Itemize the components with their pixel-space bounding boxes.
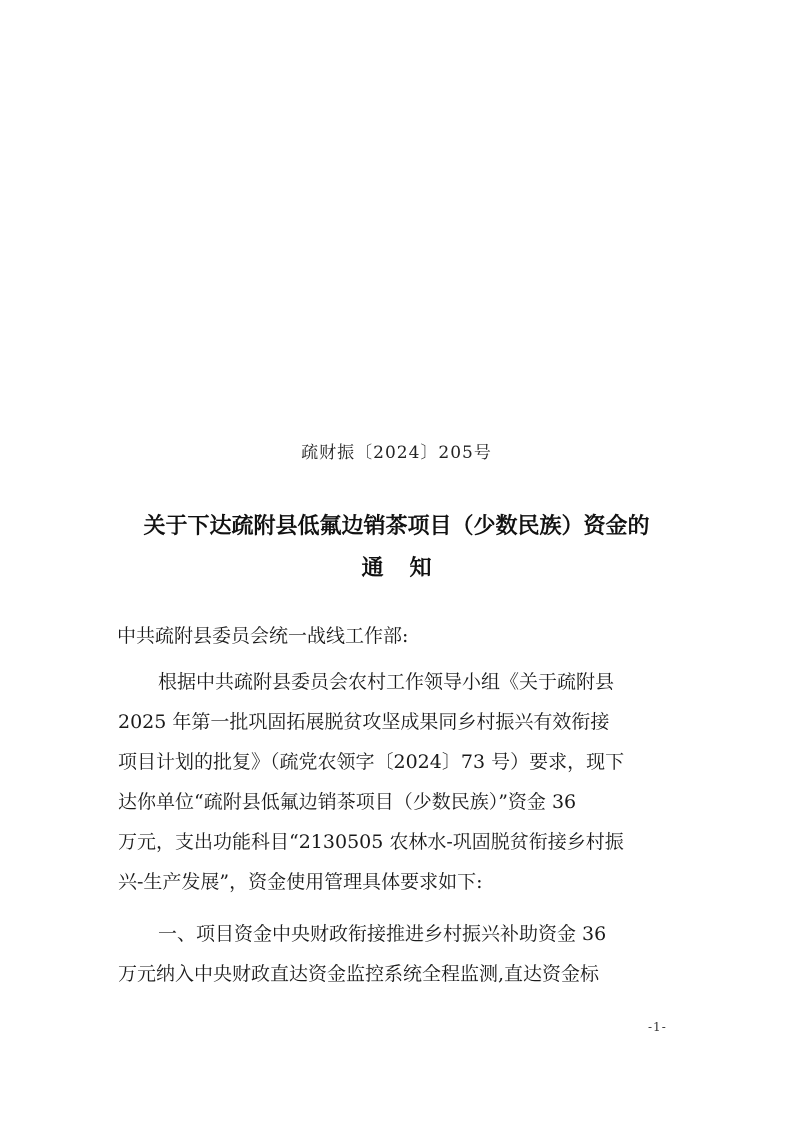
paragraph-2-line: 一、项目资金中央财政衔接推进乡村振兴补助资金 36 <box>158 923 607 945</box>
paragraph-1-line: 根据中共疏附县委员会农村工作领导小组《关于疏附县 <box>158 671 615 693</box>
page-number: -1- <box>648 1020 667 1034</box>
paragraph-1-line: 兴-生产发展”，资金使用管理具体要求如下: <box>118 871 483 893</box>
paragraph-1-line: 项目计划的批复》（疏党农领字〔2024〕73 号）要求，现下 <box>118 751 625 773</box>
salutation: 中共疏附县委员会统一战线工作部: <box>117 625 409 647</box>
paragraph-1-line: 达你单位“疏附县低氟边销茶项目（少数民族）”资金 36 <box>118 791 577 813</box>
paragraph-2-line: 万元纳入中央财政直达资金监控系统全程监测,直达资金标 <box>118 963 600 985</box>
doc-title-line-1: 关于下达疏附县低氟边销茶项目（少数民族）资金的 <box>143 514 650 539</box>
paragraph-1 <box>118 662 624 902</box>
paragraph-1-line: 2025 年第一批巩固拓展脱贫攻坚成果同乡村振兴有效衔接 <box>118 711 610 733</box>
doc-title-line-2: 通知 <box>361 556 458 581</box>
doc-number: 疏财振〔2024〕205号 <box>301 443 492 463</box>
paragraph-1-line: 万元，支出功能科目“2130505 农林水-巩固脱贫衔接乡村振 <box>118 831 624 853</box>
doc-title <box>0 506 793 590</box>
paragraph-2 <box>118 914 606 994</box>
